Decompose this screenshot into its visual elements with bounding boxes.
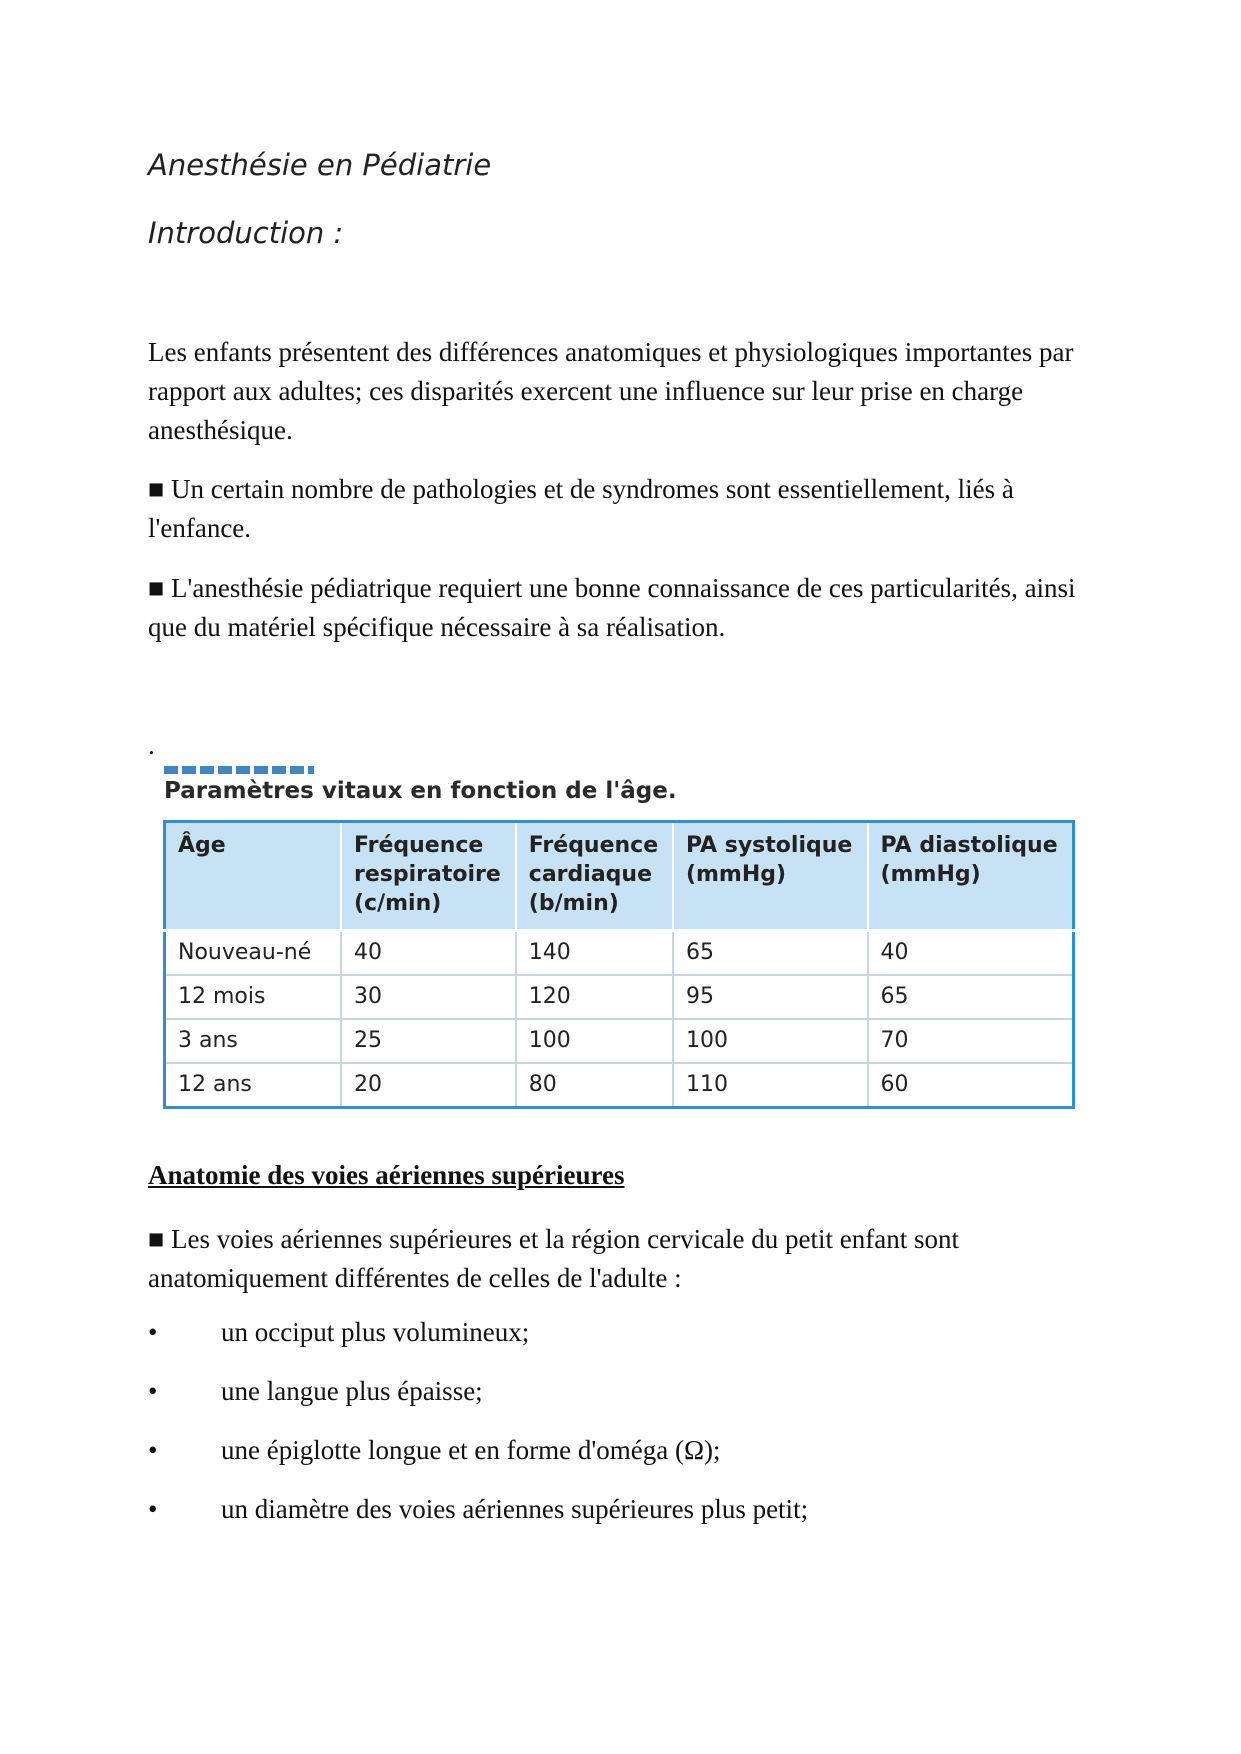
table-row bbox=[165, 931, 1074, 976]
table-cell: 30 bbox=[341, 975, 516, 1019]
table-cell: 65 bbox=[868, 975, 1074, 1019]
table-cell: 40 bbox=[341, 931, 516, 976]
header-systolic-bp: PA systolique (mmHg) bbox=[673, 822, 868, 931]
table-cell: 110 bbox=[673, 1063, 868, 1108]
section-heading: Anatomie des voies aériennes supérieures bbox=[148, 1160, 625, 1190]
bullet-marker: • bbox=[148, 1376, 158, 1406]
table-cell: 70 bbox=[868, 1019, 1074, 1063]
table-cell: 3 ans bbox=[165, 1019, 342, 1063]
bullet-marker: • bbox=[148, 1317, 158, 1347]
table-cell: 20 bbox=[341, 1063, 516, 1108]
document-title: Anesthésie en Pédiatrie bbox=[148, 148, 492, 182]
bullet-item: une langue plus épaisse; bbox=[221, 1376, 483, 1406]
table-cell: 100 bbox=[673, 1019, 868, 1063]
intro-paragraph: Les enfants présentent des différences anatomiques et physiologiques importantes par rapport aux adultes; ces disparités exercent une influence sur leur prise en charge anesthésique. bbox=[148, 337, 1074, 445]
table-row bbox=[165, 975, 1074, 1019]
header-respiratory-rate: Fréquence respiratoire (c/min) bbox=[341, 822, 516, 931]
section-intro: ■ Les voies aériennes supérieures et la région cervicale du petit enfant sont anatomiquement différentes de celles de l'adulte : bbox=[148, 1224, 959, 1293]
cropped-caption-fragment bbox=[164, 766, 314, 774]
bullet-item: une épiglotte longue et en forme d'oméga (Ω); bbox=[221, 1435, 721, 1465]
bullet-marker: • bbox=[148, 1435, 158, 1465]
table-cell: 40 bbox=[868, 931, 1074, 976]
header-diastolic-bp: PA diastolique (mmHg) bbox=[868, 822, 1074, 931]
bullet-item: un occiput plus volumineux; bbox=[221, 1317, 530, 1347]
table-cell: 100 bbox=[516, 1019, 673, 1063]
vital-signs-table bbox=[163, 820, 1075, 1109]
table-cell: 120 bbox=[516, 975, 673, 1019]
table-cell: 12 ans bbox=[165, 1063, 342, 1108]
intro-point-1: ■ Un certain nombre de pathologies et de syndromes sont essentiellement, liés à l'enfance. bbox=[148, 474, 1014, 543]
table-row bbox=[165, 1063, 1074, 1108]
table-header-row bbox=[165, 822, 1074, 931]
bullet-item: un diamètre des voies aériennes supérieures plus petit; bbox=[221, 1494, 809, 1524]
stray-dot: . bbox=[148, 730, 155, 760]
header-age: Âge bbox=[165, 822, 342, 931]
table-cell: 80 bbox=[516, 1063, 673, 1108]
table-cell: 12 mois bbox=[165, 975, 342, 1019]
bullet-marker: • bbox=[148, 1494, 158, 1524]
table-cell: 140 bbox=[516, 931, 673, 976]
table-caption: Paramètres vitaux en fonction de l'âge. bbox=[164, 778, 677, 804]
header-heart-rate: Fréquence cardiaque (b/min) bbox=[516, 822, 673, 931]
table-cell: 60 bbox=[868, 1063, 1074, 1108]
table-cell: Nouveau-né bbox=[165, 931, 342, 976]
table-cell: 25 bbox=[341, 1019, 516, 1063]
document-subtitle: Introduction : bbox=[148, 216, 344, 250]
intro-point-2: ■ L'anesthésie pédiatrique requiert une bonne connaissance de ces particularités, ainsi que du matériel spécifique nécessaire à sa réalisation. bbox=[148, 573, 1076, 642]
table-cell: 95 bbox=[673, 975, 868, 1019]
table-cell: 65 bbox=[673, 931, 868, 976]
table-row bbox=[165, 1019, 1074, 1063]
